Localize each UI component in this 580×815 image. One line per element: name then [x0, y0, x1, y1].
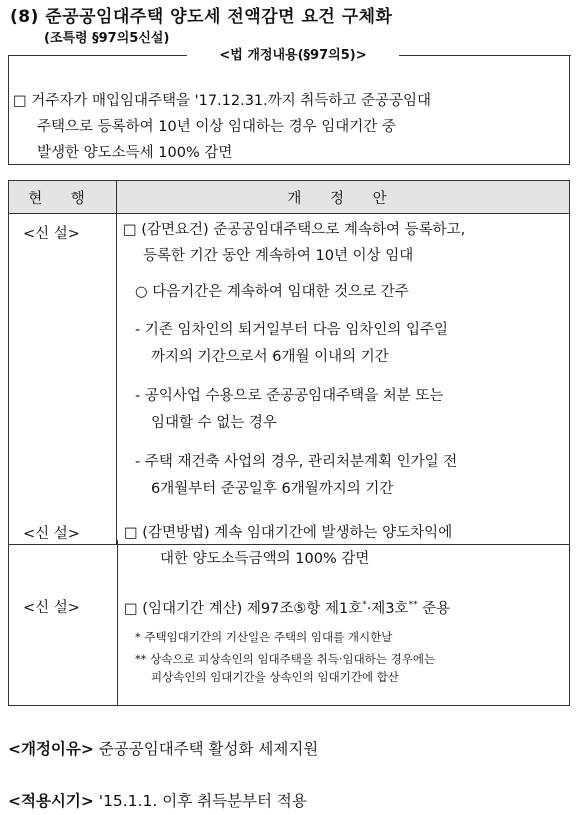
revised-line: - 주택 재건축 사업의 경우, 관리처분계획 인가일 전	[135, 454, 458, 470]
footnote-2: ** 상속으로 피상속인의 임대주택을 취득·임대하는 경우에는	[135, 652, 436, 666]
revised-line: 등록한 기간 동안 계속하여 10년 이상 임대	[143, 248, 414, 264]
revised-text-3	[124, 592, 450, 622]
summary-line-1: □ 거주자가 매입임대주택을 '17.12.31.까지 취득하고 준공공임대	[13, 93, 432, 109]
current-cell-1	[9, 214, 117, 545]
revised-text-2	[124, 520, 452, 572]
reason-line	[8, 737, 318, 759]
summary-box-rule-right	[399, 55, 571, 56]
section-subtitle: (조특령 §97의5신설)	[44, 31, 170, 46]
reason-label: <개정이유>	[8, 740, 94, 758]
section-title: (8) 준공공임대주택 양도세 전액감면 요건 구체화	[10, 7, 393, 27]
footnotes	[135, 628, 435, 686]
summary-box-text	[13, 88, 565, 166]
current-label-2: <신 설>	[23, 526, 80, 542]
revised-line: □ (감면요건) 준공공임대주택으로 계속하여 등록하고,	[123, 222, 466, 238]
current-label-3: <신 설>	[23, 600, 80, 616]
timing-line	[8, 789, 307, 811]
current-label-1: <신 설>	[23, 226, 80, 242]
revised-text-1-items	[135, 317, 457, 503]
footnote-3: 피상속인의 임대기간을 상속인의 임대기간에 합산	[151, 670, 399, 684]
timing-label: <적용시기>	[8, 792, 94, 810]
revised-line: 까지의 기간으로서 6개월 이내의 기간	[151, 349, 389, 365]
revised-line: 임대할 수 없는 경우	[151, 415, 277, 431]
revised-text-1	[123, 217, 465, 269]
footnote-1: * 주택임대기간의 기산일은 주택의 임대를 개시한날	[135, 630, 393, 644]
table-divider	[117, 540, 118, 705]
footnote-mark: **	[408, 600, 418, 610]
summary-box-rule-left	[9, 55, 187, 56]
revised-line-3	[124, 592, 450, 622]
header-current: 현 행	[9, 181, 117, 214]
summary-box	[8, 48, 570, 165]
header-revised: 개 정 안	[117, 181, 570, 214]
revised-line-3-part: □ (임대기간 계산) 제97조⑤항 제1호	[124, 600, 363, 617]
revised-line: ○ 다음기간은 계속하여 임대한 것으로 간주	[135, 284, 409, 300]
revised-line: - 공익사업 수용으로 준공공임대주택을 처분 또는	[135, 388, 444, 404]
revised-cell-1	[117, 214, 570, 545]
revised-line-3-part: ·제3호	[366, 600, 409, 617]
revised-line: - 기존 임차인의 퇴거일부터 다음 임차인의 입주일	[135, 322, 449, 338]
revised-line-3-part: 준용	[417, 600, 451, 617]
revised-text-1-bullets	[135, 279, 409, 305]
summary-line-3: 발생한 양도소득세 100% 감면	[37, 145, 233, 161]
revised-line: □ (감면방법) 계속 임대기간에 발생하는 양도차익에	[124, 525, 453, 541]
summary-box-heading: <법 개정내용(§97의5)>	[187, 44, 399, 63]
reason-text: 준공공임대주택 활성화 세제지원	[93, 740, 319, 758]
summary-line-2: 주택으로 등록하여 10년 이상 임대하는 경우 임대기간 중	[37, 119, 396, 135]
revised-line: 6개월부터 준공일후 6개월까지의 기간	[151, 481, 394, 497]
timing-text: '15.1.1. 이후 취득분부터 적용	[93, 792, 307, 810]
comparison-table	[8, 180, 570, 545]
table-lower-area	[8, 525, 570, 706]
footnote-mark: *	[362, 600, 367, 610]
revised-line: 대한 양도소득금액의 100% 감면	[160, 551, 370, 567]
